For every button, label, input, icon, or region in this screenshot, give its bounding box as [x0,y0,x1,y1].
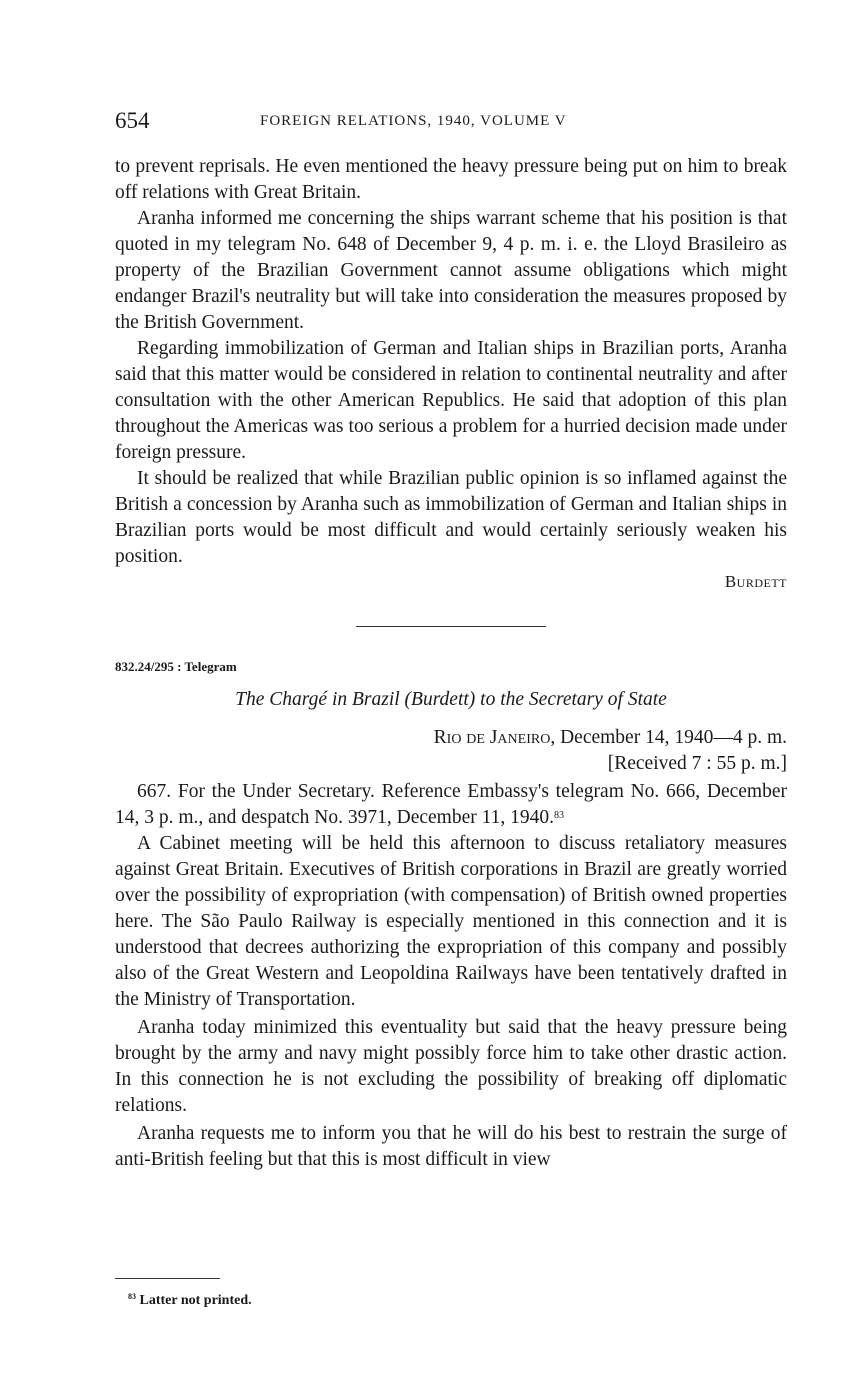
paragraph: Aranha informed me concerning the ships warrant scheme that his position is that quoted in my telegram No. 648 of December 9, 4 p. m. i. e. the Lloyd Brasileiro as property of the Brazilian Government cannot assume obligations which might endanger Brazil's neutrality but will take into consideration the measures proposed by the British Government. [115,208,787,333]
paragraph [115,779,787,831]
page-header [115,108,787,138]
paragraph: Aranha requests me to inform you that he will do his best to restrain the surge of anti-British feeling but that this is most difficult in view [115,1123,787,1170]
page-number: 654 [115,108,150,133]
signature: Burdett [724,572,787,591]
received-note: [Received 7 : 55 p. m.] [607,753,787,774]
footnote-mark: 83 [128,1292,136,1301]
file-reference: 832.24/295 : Telegram [115,659,237,674]
paragraph: to prevent reprisals. He even mentioned the heavy pressure being put on him to break off relations with Great Britain. [115,156,787,203]
dateline-place: Rio de Janeiro [433,727,551,748]
page-body [115,154,787,1173]
dateline-date: , December 14, 1940—4 p. m. [550,727,787,748]
running-head: FOREIGN RELATIONS, 1940, VOLUME V [260,113,567,129]
section-divider [356,626,546,627]
footnote-text: Latter not printed. [139,1293,252,1308]
footnote-reference: 83 [554,810,565,821]
footnote-divider [115,1278,220,1279]
paragraph: It should be realized that while Brazilian public opinion is so inflamed against the British a concession by Aranha such as immobilization of German and Italian ships in Brazilian ports would be most difficult and would certainly seriously weaken his position. [115,468,787,567]
document-title: The Chargé in Brazil (Burdett) to the Secretary of State [235,689,667,710]
dateline [115,725,787,751]
paragraph: Aranha today minimized this eventuality but said that the heavy pressure being brought by the army and navy might possibly force him to take other drastic action. In this connection he is not excluding the possibility of breaking off diplomatic relations. [115,1017,787,1116]
paragraph-text: 667. For the Under Secretary. Reference Embassy's telegram No. 666, December 14, 3 p. m., and despatch No. 3971, December 11, 1940. [115,781,787,828]
footnote [128,1293,252,1309]
paragraph: A Cabinet meeting will be held this afternoon to discuss retaliatory measures against Great Britain. Executives of British corporations in Brazil are greatly worried over the possibility of expropriation (with compensation) of British owned properties here. The São Paulo Railway is especially mentioned in this connection and it is understood that decrees authorizing the expropriation of this company and possibly also of the Great Western and Leopoldina Railways have been tentatively drafted in the Ministry of Transportation. [115,833,787,1010]
paragraph: Regarding immobilization of German and Italian ships in Brazilian ports, Aranha said that this matter would be considered in relation to continental neutrality and after consultation with the other American Republics. He said that adoption of this plan throughout the Americas was too serious a problem for a hurried decision made under foreign pressure. [115,338,787,463]
